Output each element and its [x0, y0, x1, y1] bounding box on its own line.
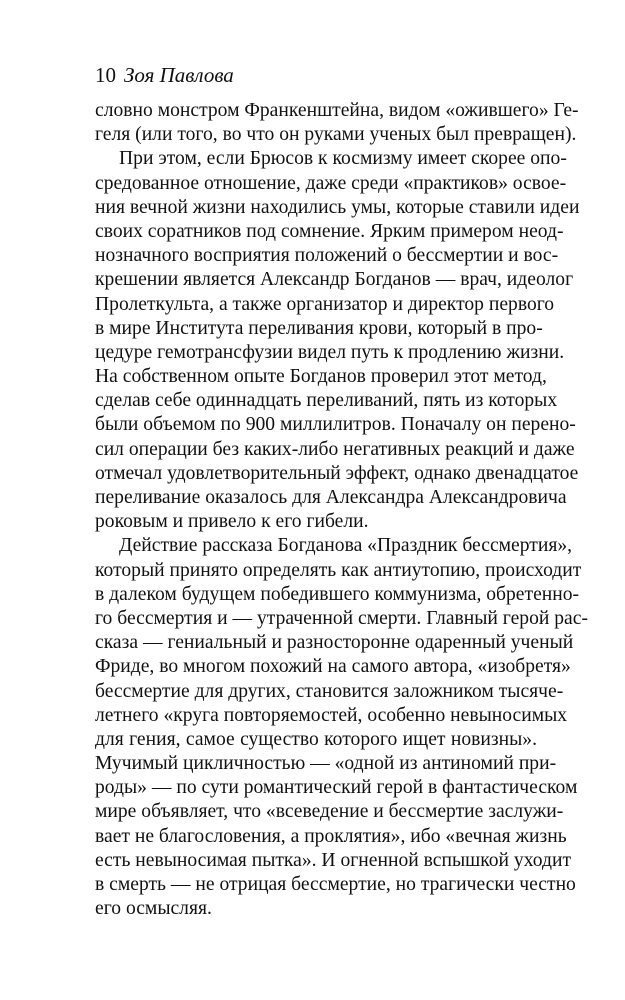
text-line: в смерть — не отрицая бессмертие, но трагически честно: [95, 874, 576, 895]
text-line: летнего «круга повторяемостей, особенно невыносимых: [95, 704, 568, 726]
text-line: бессмертие для других, становится заложником тысяче-: [95, 680, 564, 702]
text-line: ния вечной жизни находились умы, которые ставили идеи: [95, 196, 580, 218]
text-line: цедуре гемотрансфузии видел путь к продлению жизни.: [95, 341, 565, 363]
text-line: в далеком будущем победившего коммунизма, обретенно-: [95, 583, 580, 605]
text-line: мире объявляет, что «всеведение и бессмертие заслужи-: [95, 801, 564, 823]
text-line: средованное отношение, даже среди «практиков» освое-: [95, 172, 567, 194]
text-line: геля (или того, во что он руками ученых был превращен).: [95, 124, 577, 146]
text-line: его осмысляя.: [95, 898, 212, 920]
text-line: в мире Института переливания крови, который в про-: [95, 317, 543, 339]
text-line: словно монстром Франкенштейна, видом «ожившего» Ге-: [95, 100, 579, 121]
text-line: вает не благословения, а проклятия», ибо «вечная жизнь: [95, 825, 567, 847]
text-line: нозначного восприятия положений о бессмертии и вос-: [95, 245, 559, 267]
text-line: сил операции без каких-либо негативных реакций и даже: [95, 438, 575, 460]
text-line: крешении является Александр Богданов — врач, идеолог: [95, 269, 574, 291]
text-line: сказа — гениальный и разносторонне одаренный ученый: [95, 632, 574, 654]
text-line: своих соратников под сомнение. Ярким примером неод-: [95, 220, 564, 242]
text-line: На собственном опыте Богданов проверил этот метод,: [95, 366, 547, 388]
running-head: [95, 62, 234, 88]
text-line: Фриде, во многом похожий на самого автора, «изобретя»: [95, 656, 571, 678]
text-line: для гения, самое существо которого ищет новизны».: [95, 728, 537, 750]
text-line: отмечал удовлетворительный эффект, однако двенадцатое: [95, 462, 579, 484]
text-line: Мучимый цикличностью — «одной из антиномий при-: [95, 753, 557, 775]
text-line: Пролеткульта, а также организатор и директор первого: [95, 293, 555, 315]
text-line: роковым и привело к его гибели.: [95, 511, 369, 533]
text-line: При этом, если Брюсов к космизму имеет скорее опо-: [119, 148, 567, 170]
text-line: переливание оказалось для Александра Александровича: [95, 487, 567, 508]
running-head-author: Зоя Павлова: [124, 63, 234, 87]
text-line: роды» — по сути романтический герой в фантастическом: [95, 777, 578, 799]
text-line: го бессмертия и — утраченной смерти. Главный герой рас-: [95, 607, 588, 629]
text-line: есть невыносимая пытка». И огненной вспышкой уходит: [95, 849, 572, 871]
text-line: Действие рассказа Богданова «Праздник бессмертия»,: [119, 535, 573, 557]
body-text: [95, 99, 588, 921]
text-line: сделав себе одиннадцать переливаний, пять из которых: [95, 390, 558, 412]
text-line: были объемом по 900 миллилитров. Поначалу он перено-: [95, 414, 576, 436]
text-line: который принято определять как антиутопию, происходит: [95, 559, 582, 581]
page-number: 10: [95, 63, 116, 87]
